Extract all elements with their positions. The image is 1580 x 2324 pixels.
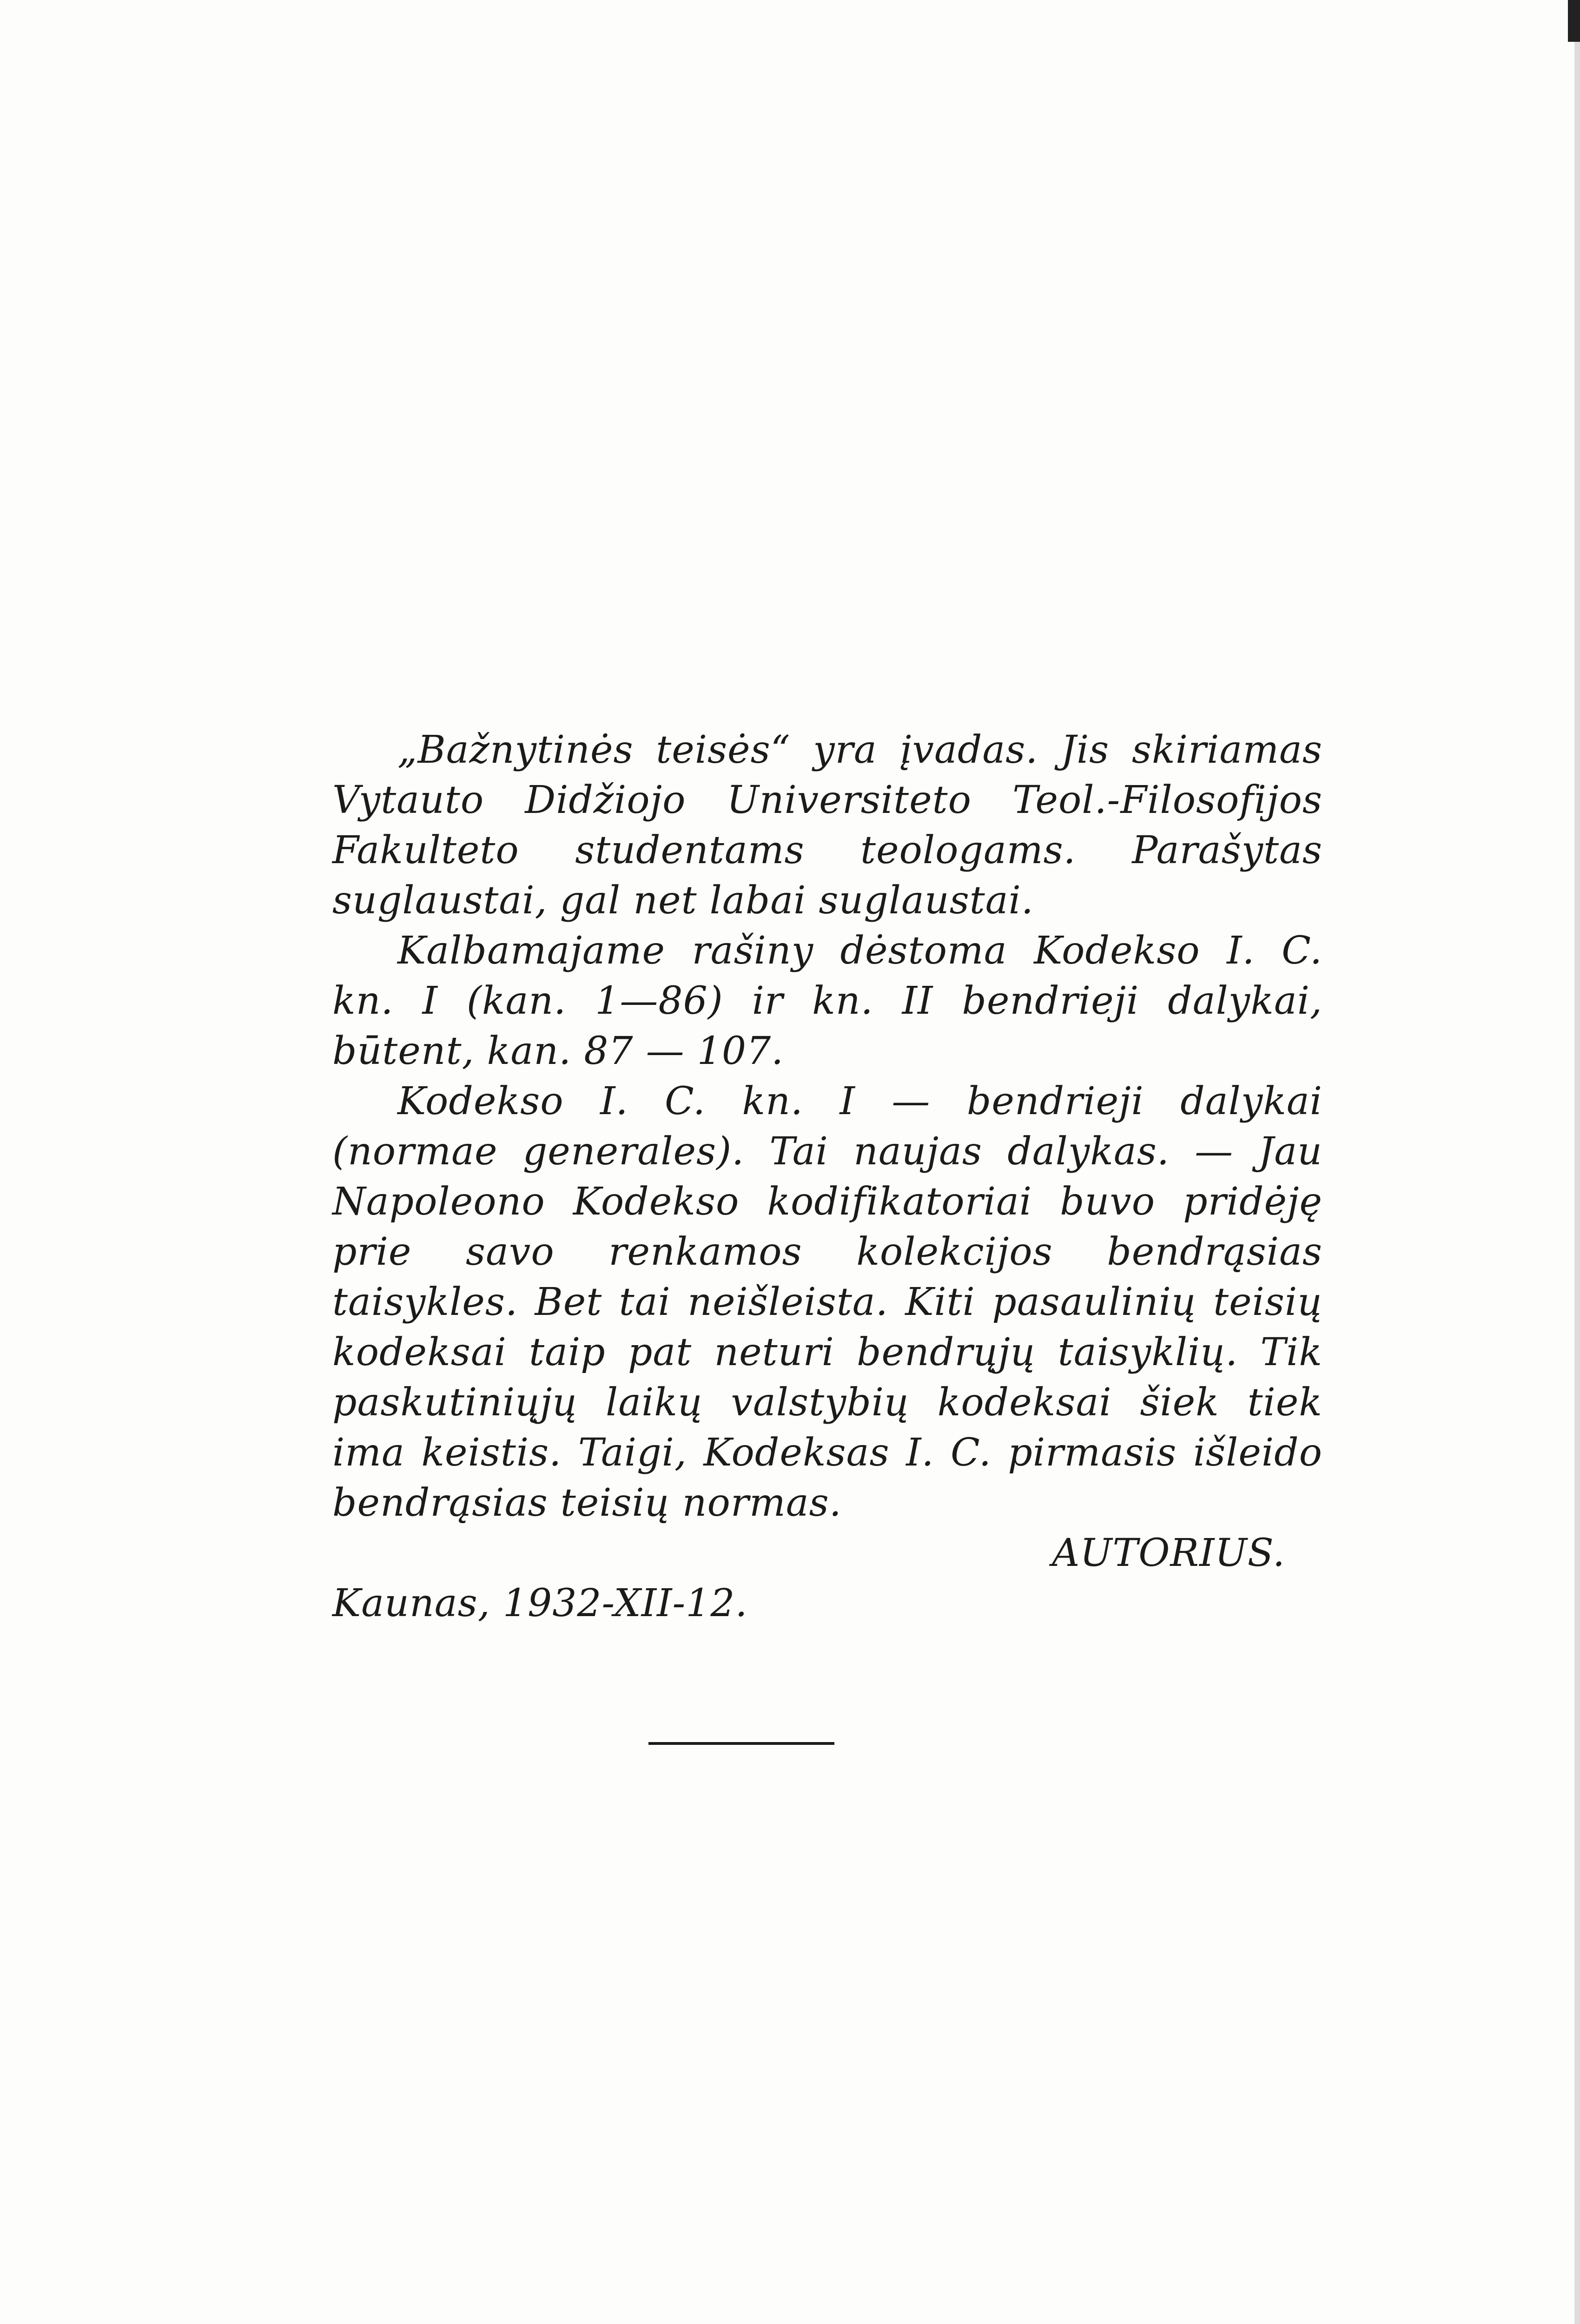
author-signature: AUTORIUS.	[1052, 1531, 1285, 1575]
paragraph-intro: „Bažnytinės teisės“ yra įvadas. Jis skiriamas Vytauto Didžiojo Universiteto Teol.-Filosofijos Fakulteto studentams teologams. Parašytas suglaustai, gal net labai suglaustai.	[332, 728, 1322, 923]
page-edge-shadow	[1574, 0, 1580, 2324]
preface-text	[332, 725, 1322, 1629]
page-corner-mark	[1568, 0, 1580, 42]
paragraph-scope: Kalbamajame rašiny dėstoma Kodekso I. C. kn. I (kan. 1—86) ir kn. II bendrieji dalykai, būtent, kan. 87 — 107.	[332, 929, 1322, 1073]
paragraph-general-norms: Kodekso I. C. kn. I — bendrieji dalykai (normae generales). Tai naujas dalykas. — Jau Napoleono Kodekso kodifikatoriai buvo pridėję prie savo renkamos kolekcijos bendrąsias taisykles. Bet tai neišleista. Kiti pasaulinių teisių kodeksai taip pat neturi bendrųjų taisyklių. Tik paskutiniųjų laikų valstybių kodeksai šiek tiek ima keistis. Taigi, Kodeksas I. C. pirmasis išleido bendrąsias teisių normas.	[332, 1079, 1322, 1525]
divider-rule	[648, 1742, 834, 1745]
place-date-line: Kaunas, 1932-XII-12.	[332, 1581, 748, 1625]
